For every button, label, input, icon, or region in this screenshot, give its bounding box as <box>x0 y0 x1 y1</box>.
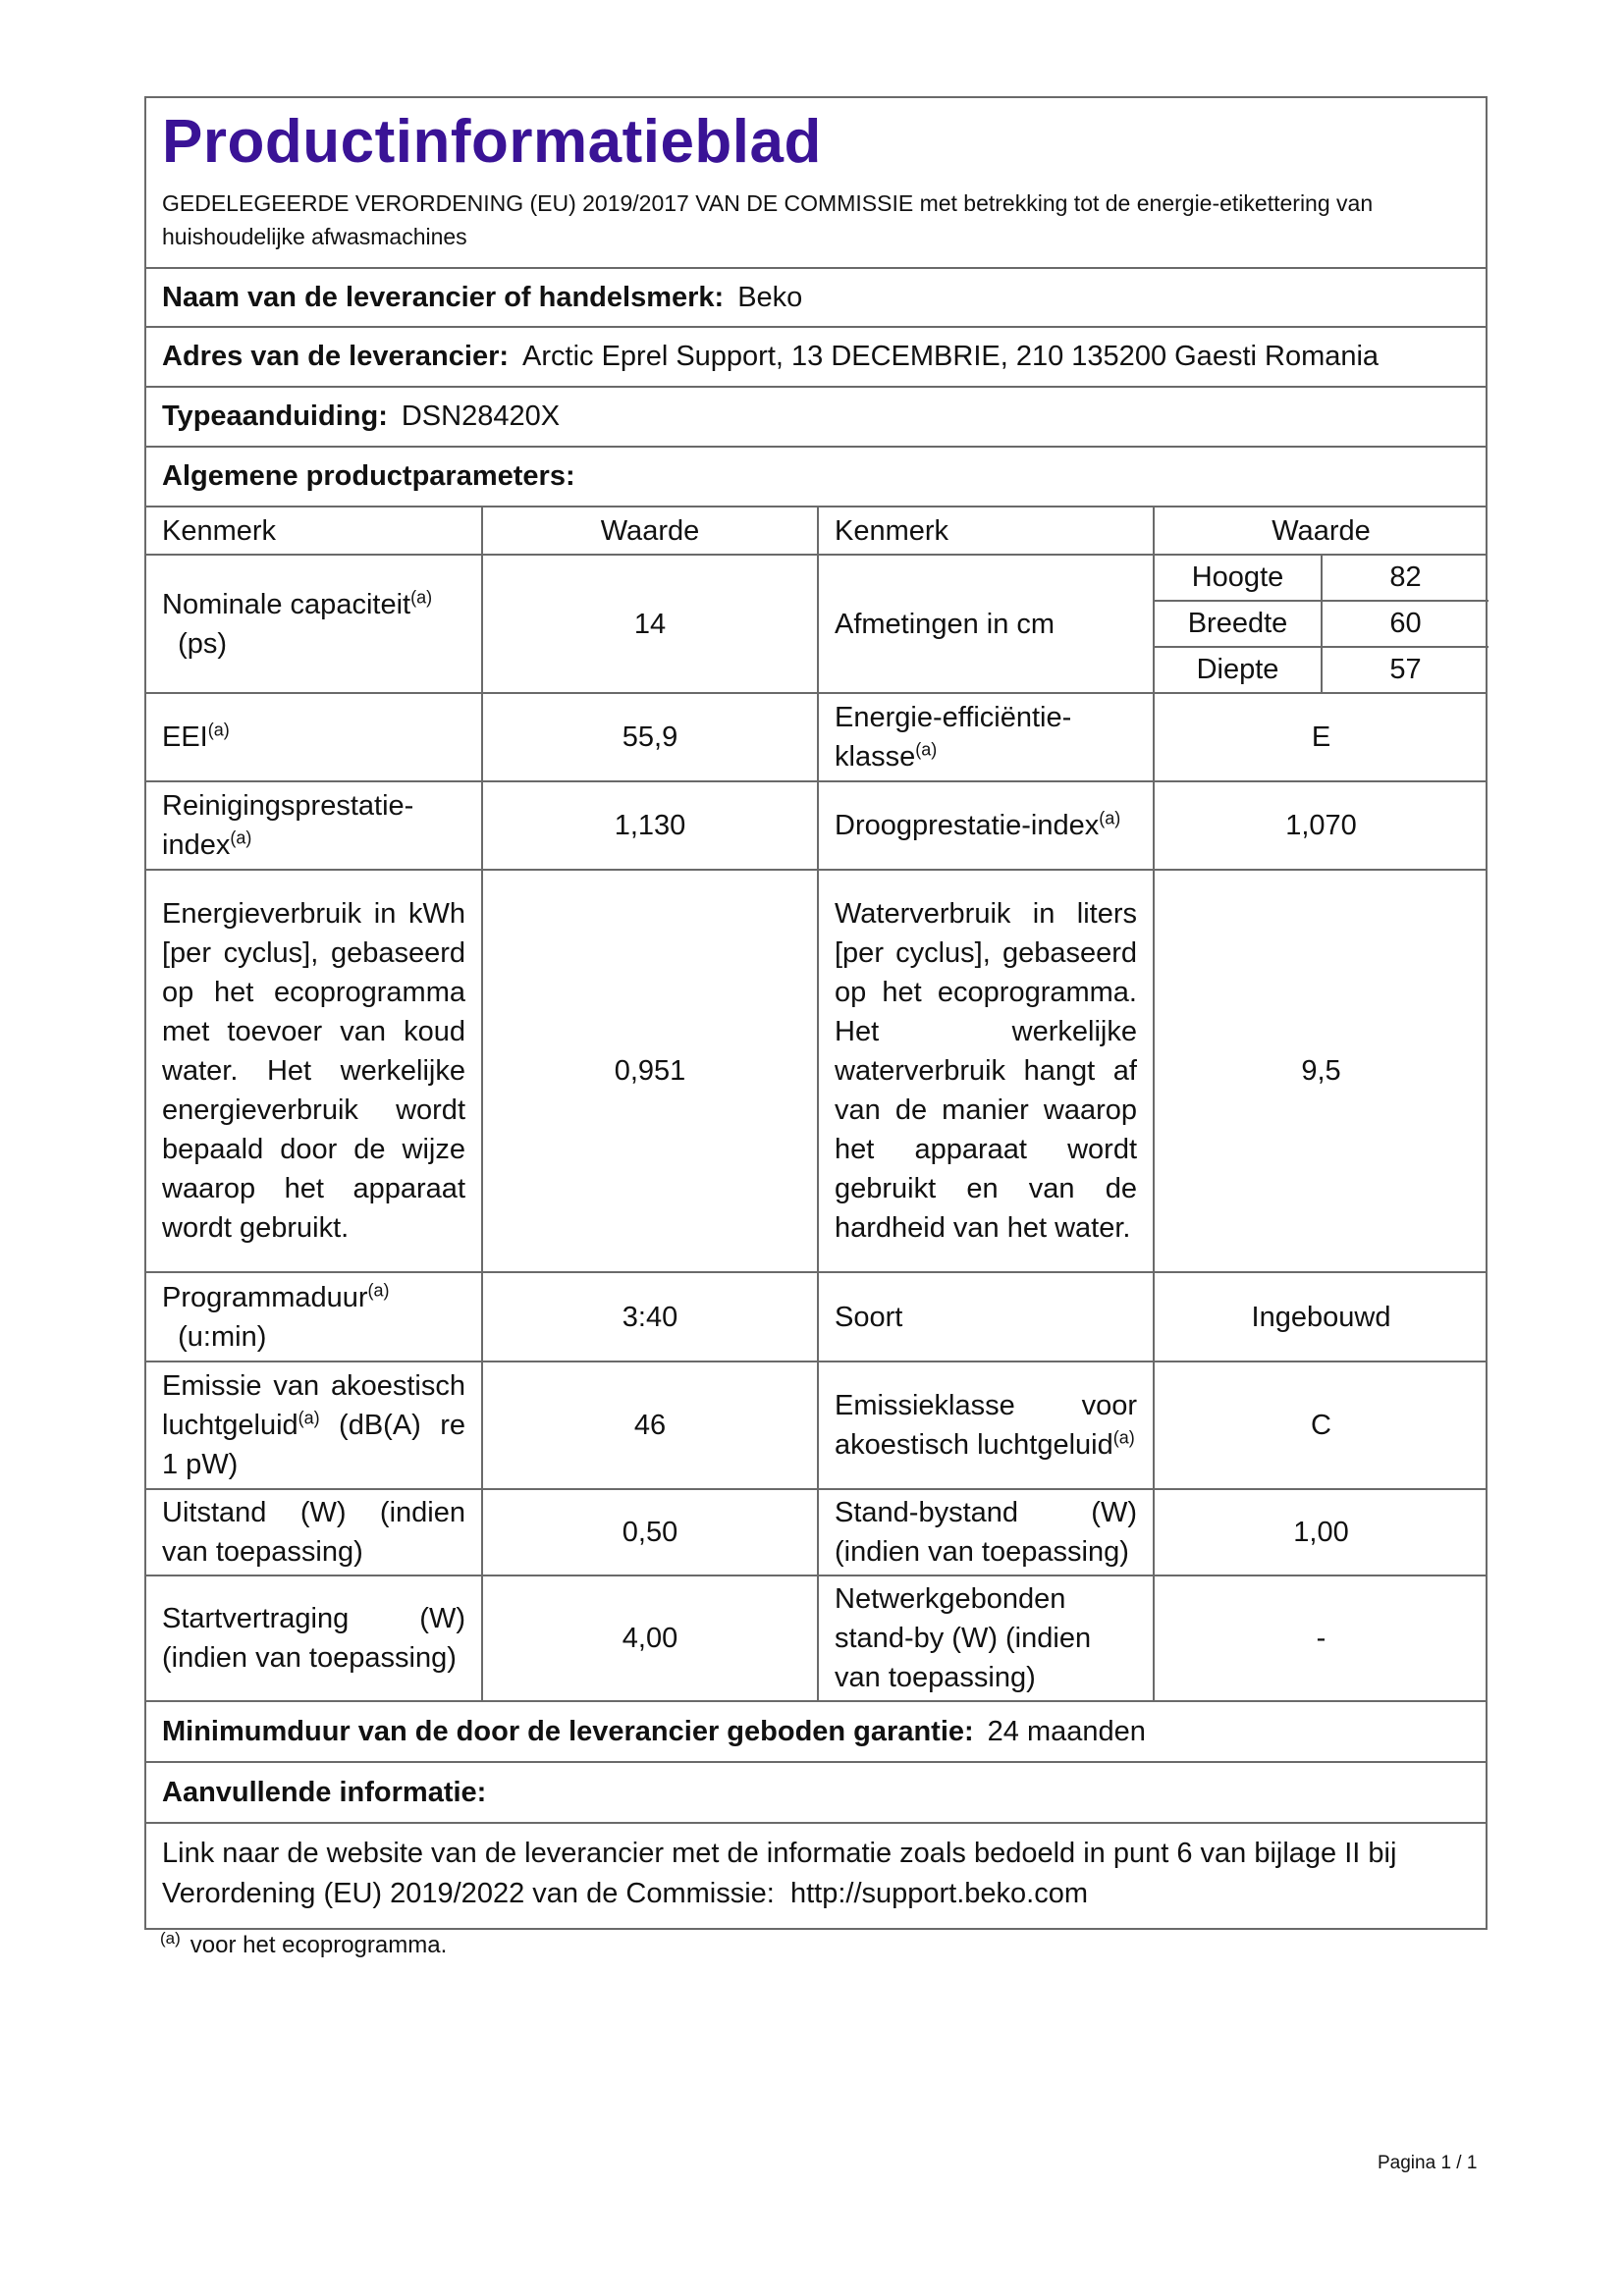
width-value: 60 <box>1322 601 1489 647</box>
warranty-value: 24 maanden <box>987 1715 1146 1747</box>
cleaning-label <box>146 781 482 870</box>
product-information-sheet <box>144 96 1488 1930</box>
energy-class-label-text: Energie-efficiëntie-klasse <box>835 702 1072 773</box>
network-standby-value: - <box>1154 1575 1488 1701</box>
depth-value: 57 <box>1389 654 1422 685</box>
footnote <box>160 1929 448 1959</box>
cleaning-value: 1,130 <box>482 781 818 870</box>
dimensions-label: Afmetingen in cm <box>818 555 1154 693</box>
capacity-label <box>146 555 482 693</box>
off-mode-value: 0,50 <box>482 1489 818 1575</box>
regulation-subtitle: GEDELEGEERDE VERORDENING (EU) 2019/2017 VAN DE COMMISSIE met betrekking tot de energie-etikettering van huishoudelijke afwasmachines <box>162 190 1374 249</box>
footnote-text: voor het ecoprogramma. <box>189 1932 448 1958</box>
additional-info-label: Aanvullende informatie: <box>162 1776 487 1808</box>
supplier-label: Naam van de leverancier of handelsmerk: <box>162 281 725 313</box>
drying-label <box>818 781 1154 870</box>
standby-value: 1,00 <box>1154 1489 1488 1575</box>
footnote-mark: (a) <box>160 1929 181 1948</box>
footnote-mark: (a) <box>1112 1427 1135 1448</box>
width-label: Breedte <box>1155 601 1322 647</box>
noise-label <box>146 1362 482 1489</box>
depth-label: Diepte <box>1155 647 1322 692</box>
model-value: DSN28420X <box>401 400 561 432</box>
model-row <box>146 388 1486 448</box>
warranty-row <box>146 1702 1486 1763</box>
page-title: Productinformatieblad <box>162 108 822 176</box>
energy-consumption-label: Energieverbruik in kWh [per cyclus], gebaseerd op het ecoprogramma met toevoer van koud water. Het werkelijke energieverbruik wordt bepaald door de wijze waarop het apparaat wordt gebruikt. <box>146 870 482 1272</box>
table-header-row <box>146 507 1488 555</box>
noise-class-label-text: Emissieklasse voor akoestisch luchtgeluid <box>835 1390 1137 1461</box>
general-parameters-row <box>146 448 1486 507</box>
supplier-link-info <box>146 1824 1486 1928</box>
footnote-mark: (a) <box>298 1408 320 1428</box>
parameters-table <box>146 507 1488 1702</box>
model-label: Typeaanduiding: <box>162 400 388 432</box>
cleaning-label-text: Reinigingsprestatie-index <box>162 790 414 861</box>
page-number: Pagina 1 / 1 <box>1378 2153 1478 2173</box>
footnote-mark: (a) <box>915 739 938 760</box>
duration-unit: (u:min) <box>178 1320 267 1353</box>
water-consumption-value: 9,5 <box>1154 870 1488 1272</box>
address-label: Adres van de leverancier: <box>162 341 510 372</box>
type-label: Soort <box>818 1272 1154 1362</box>
eei-label-text: EEI <box>162 721 208 753</box>
height-value: 82 <box>1322 556 1489 601</box>
table-row <box>146 781 1488 870</box>
water-consumption-label: Waterverbruik in liters [per cyclus], gebaseerd op het ecoprogramma. Het werkelijke waterverbruik hangt af van de manier waarop het apparaat wordt gebruikt en van de hardheid van het water. <box>818 870 1154 1272</box>
supplier-value: Beko <box>737 281 803 313</box>
noise-unit: (dB(A) re 1 pW) <box>162 1410 465 1480</box>
duration-value: 3:40 <box>482 1272 818 1362</box>
duration-label-text: Programmaduur <box>162 1281 368 1313</box>
header-value-1: Waarde <box>482 507 818 555</box>
height-label: Hoogte <box>1155 556 1322 601</box>
warranty-label: Minimumduur van de door de leverancier geboden garantie: <box>162 1715 974 1747</box>
footnote-mark: (a) <box>410 586 433 607</box>
energy-class-value: E <box>1154 693 1488 781</box>
table-row <box>146 870 1488 1272</box>
eei-label <box>146 693 482 781</box>
footnote-mark: (a) <box>207 720 230 740</box>
additional-info-row <box>146 1763 1486 1824</box>
header-characteristic-1: Kenmerk <box>146 507 482 555</box>
header-characteristic-2: Kenmerk <box>818 507 1154 555</box>
duration-label <box>146 1272 482 1362</box>
capacity-label-text: Nominale capaciteit <box>162 588 411 620</box>
address-value: Arctic Eprel Support, 13 DECEMBRIE, 210 135200 Gaesti Romania <box>522 341 1380 372</box>
energy-class-label <box>818 693 1154 781</box>
off-mode-label: Uitstand (W) (indien van toepassing) <box>146 1489 482 1575</box>
table-row <box>146 1489 1488 1575</box>
eei-value: 55,9 <box>482 693 818 781</box>
footnote-mark: (a) <box>367 1279 390 1300</box>
address-row <box>146 328 1486 388</box>
table-row <box>146 555 1488 693</box>
table-row <box>146 1575 1488 1701</box>
footnote-mark: (a) <box>230 828 252 848</box>
drying-value: 1,070 <box>1154 781 1488 870</box>
noise-class-label <box>818 1362 1154 1489</box>
supplier-url-link[interactable]: http://support.beko.com <box>789 1878 1089 1909</box>
energy-consumption-value: 0,951 <box>482 870 818 1272</box>
capacity-value: 14 <box>482 555 818 693</box>
standby-label: Stand-bystand (W) (indien van toepassing) <box>818 1489 1154 1575</box>
network-standby-label: Netwerkgebonden stand-by (W) (indien van toepassing) <box>818 1575 1154 1701</box>
table-row <box>146 693 1488 781</box>
noise-value: 46 <box>482 1362 818 1489</box>
noise-label-text: Emissie van akoestisch luchtgeluid <box>162 1370 465 1441</box>
table-row <box>146 1362 1488 1489</box>
supplier-row <box>146 269 1486 328</box>
noise-class-value: C <box>1154 1362 1488 1489</box>
dimensions-cell <box>1154 555 1488 693</box>
type-value: Ingebouwd <box>1154 1272 1488 1362</box>
header-value-2: Waarde <box>1154 507 1488 555</box>
footnote-mark: (a) <box>1099 808 1121 828</box>
title-block <box>146 98 1486 269</box>
delay-start-label: Startvertraging (W) (indien van toepassing) <box>146 1575 482 1701</box>
dimensions-table <box>1155 556 1489 692</box>
link-info-text: Link naar de website van de leverancier met de informatie zoals bedoeld in punt 6 van bijlage II bij Verordening (EU) 2019/2022 van de Commissie: <box>162 1838 1397 1909</box>
delay-start-value: 4,00 <box>482 1575 818 1701</box>
general-parameters-label: Algemene productparameters: <box>162 460 575 492</box>
drying-label-text: Droogprestatie-index <box>835 810 1100 841</box>
table-row <box>146 1272 1488 1362</box>
capacity-unit: (ps) <box>178 627 228 660</box>
